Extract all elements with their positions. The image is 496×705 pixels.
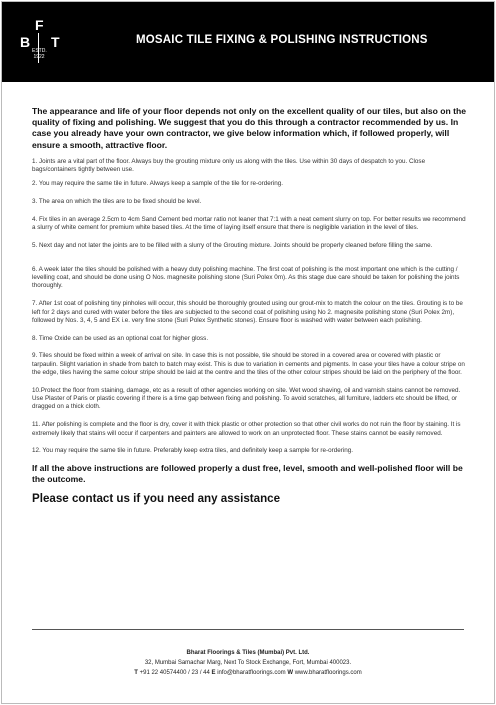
- logo-estd: [32, 48, 46, 60]
- instruction-item-3: 3. The area on which the tiles are to be fixed should be level.: [32, 197, 202, 205]
- bft-logo: [14, 18, 66, 68]
- footer-web-label: W: [287, 670, 294, 676]
- logo-letter-b: B: [20, 34, 31, 50]
- footer-tel-label: T: [134, 670, 138, 676]
- instruction-item-5: 5. Next day and not later the joints are to be filled with a slurry of the Grouting mixture. Joints should be properly cleaned before filling the same.: [32, 241, 433, 249]
- footer-web[interactable]: www.bharatfloorings.com: [294, 670, 362, 676]
- instruction-item-11: 11. After polishing is complete and the floor is dry, cover it with thick plastic or other protection so that other civil works do not ruin the floor by staining. It is extremely likely that stains will occur if carpenters and painters are allowed to work on an unprotected floor. These stains cannot be easily removed.: [32, 421, 461, 437]
- footer-tel: +91 22 40574400 / 23 / 44: [139, 670, 210, 676]
- instruction-item-4: 4. Fix tiles in an average 2.5cm to 4cm Sand Cement bed mortar ratio not leaner that 7:1 with a neat cement slurry on top. For better results we recommend a slurry of white cement for premium white based tiles. At the time of laying itself ensure that there is negligible variation in the level of tiles.: [32, 215, 466, 231]
- logo-letter-t: T: [51, 34, 60, 50]
- instruction-item-1: 1. Joints are a vital part of the floor. Always buy the grouting mixture only us along with the tiles. Use within 30 days of despatch to you. Close bags/containers tightly between use.: [32, 157, 426, 174]
- instruction-item-6: 6. A week later the tiles should be polished with a heavy duty polishing machine. The first coat of polishing is the most important one which is the cutting / levelling coat, and should be done using O Nos. magnesite polishing stone (Suri Polex 0m). As this stage due care should be taken for polishing the joints thoroughly.: [32, 265, 460, 290]
- instruction-item-2: 2. You may require the same tile in future. Always keep a sample of the tile for re-ordering.: [32, 179, 283, 187]
- closing-paragraph: If all the above instructions are followed properly a dust free, level, smooth and well-polished floor will be the outcome.: [32, 462, 463, 484]
- logo-estd-label: ESTD.: [32, 48, 47, 54]
- header-bar: [2, 2, 494, 82]
- footer-contact-line: [0, 668, 496, 678]
- footer-address: 32, Mumbai Samachar Marg, Next To Stock Exchange, Fort, Mumbai 400023.: [144, 660, 352, 666]
- footer-company: Bharat Floorings & Tiles (Mumbai) Pvt. Ltd.: [186, 650, 310, 656]
- intro-paragraph: The appearance and life of your floor depends not only on the excellent quality of our tiles, but also on the quality of fixing and polishing. We suggest that you do this through a contractor recommended by us. In case you already have your own contractor, we give below information which, if followed properly, will ensure a smooth, attractive floor.: [32, 106, 467, 150]
- logo-estd-year: 1922: [33, 54, 45, 60]
- footer-email[interactable]: info@bharatfloorings.com: [217, 670, 286, 676]
- footer-divider: [32, 629, 464, 630]
- instruction-item-9: 9. Tiles should be fixed within a week of arrival on site. In case this is not possible, tile should be stored in a covered area or covered with plastic or tarpaulin. Slight variation in shade from batch to batch may exist. This is due to variation in cements and pigments. In case your tiles have a colour stripe on the edge, tiles having the same colour stripe should be laid at the centre and the tiles of the other colour stripes should be laid on the periphery of the floor.: [32, 352, 465, 377]
- contact-message: Please contact us if you need any assistance: [32, 492, 281, 506]
- instructions-body: [32, 106, 468, 506]
- logo-letter-f: F: [35, 17, 44, 33]
- footer-email-label: E: [211, 670, 216, 676]
- instruction-item-7: 7. After 1st coat of polishing tiny pinholes will occur, this should be thoroughly grouted using our grout-mix to match the colour on the tiles. Grouting is to be left for 2 days and cured with water before the tiles are subjected to the second coat of polishing using No 2. magnesite polishing stone (Suri Polex 2m), followed by Nos. 3, 4, 5 and EX i.e. very fine stone (Suri Polex Synthetic stones). Ensure floor is washed with water between each polishing.: [32, 300, 463, 324]
- page-title: MOSAIC TILE FIXING & POLISHING INSTRUCTIONS: [136, 34, 428, 46]
- instruction-item-8: 8. Time Oxide can be used as an optional coat for higher gloss.: [32, 334, 209, 342]
- footer: [0, 648, 496, 678]
- instruction-item-12: 12. You may require the same tile in future. Preferably keep extra tiles, and definitely keep a sample for re-ordering.: [32, 447, 353, 455]
- instruction-item-10: 10.Protect the floor from staining, damage, etc as a result of other agencies working on site. Wet wood shaving, oil and varnish stains cannot be removed. Use Plaster of Paris or plastic covering if there is a time gap between fixing and polishing. To avoid scratches, all furniture, ladders etc should be lifted, or dragged on a thick cloth.: [32, 386, 461, 411]
